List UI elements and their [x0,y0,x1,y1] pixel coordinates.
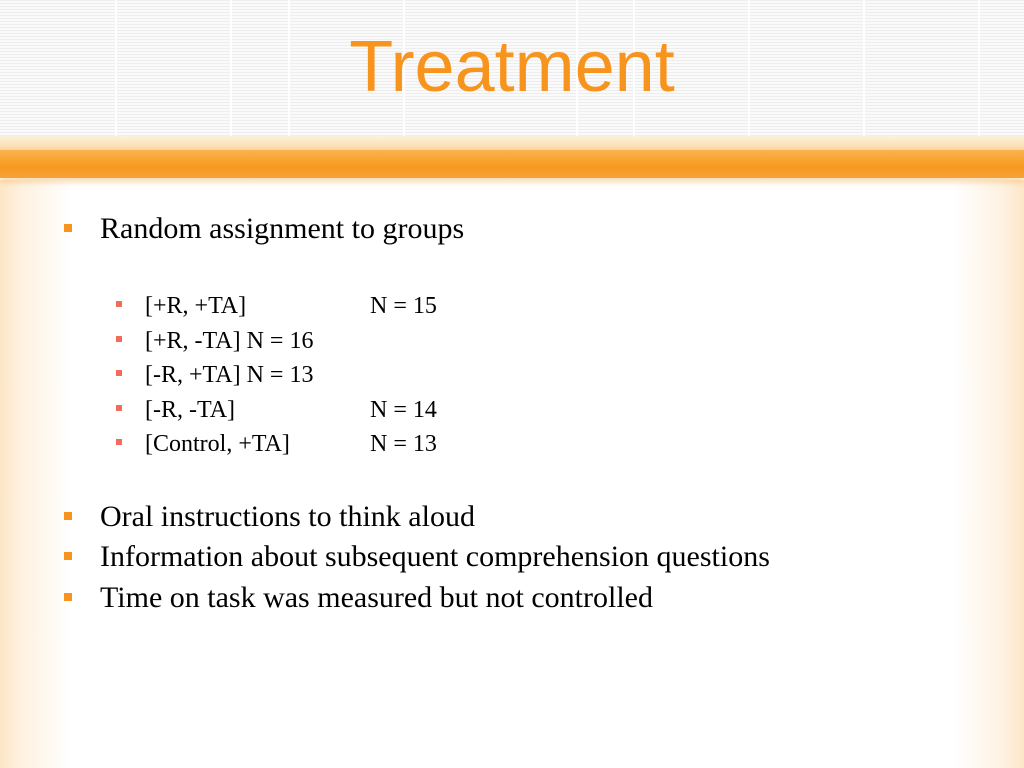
sub-bullet-square-icon [116,370,122,376]
header-bar [0,150,1024,178]
sub-bullet-square-icon [116,439,122,445]
bullet-text: Oral instructions to think aloud [100,500,475,533]
group-row [145,291,437,321]
group-label: [+R, -TA] [145,328,241,354]
group-row [145,429,437,459]
sub-bullet-square-icon [116,336,122,342]
bullet-square-icon [64,593,72,601]
header-bar-highlight [0,136,1024,150]
bullet-square-icon [64,512,72,520]
slide-title: Treatment [349,27,675,107]
bullet-square-icon [64,224,72,232]
bullet-text: Information about subsequent comprehension questions [100,540,770,573]
group-count: N = 16 [246,328,314,354]
sub-bullet-square-icon [116,301,122,307]
bullet-square-icon [64,552,72,560]
group-count: N = 13 [246,362,314,388]
group-count: N = 14 [370,397,437,423]
group-label: [Control, +TA] [145,431,290,457]
group-row [145,326,313,356]
group-row [145,360,313,390]
group-label: [-R, -TA] [145,397,236,423]
group-label: [-R, +TA] [145,362,241,388]
group-count: N = 15 [370,293,437,319]
sub-bullet-square-icon [116,405,122,411]
right-glow-decoration [954,180,1024,768]
group-row [145,395,437,425]
group-label: [+R, +TA] [145,293,247,319]
left-glow-decoration [0,180,70,768]
group-count: N = 13 [370,431,437,457]
bullet-text: Random assignment to groups [100,212,465,245]
bullet-text: Time on task was measured but not controlled [100,581,653,614]
